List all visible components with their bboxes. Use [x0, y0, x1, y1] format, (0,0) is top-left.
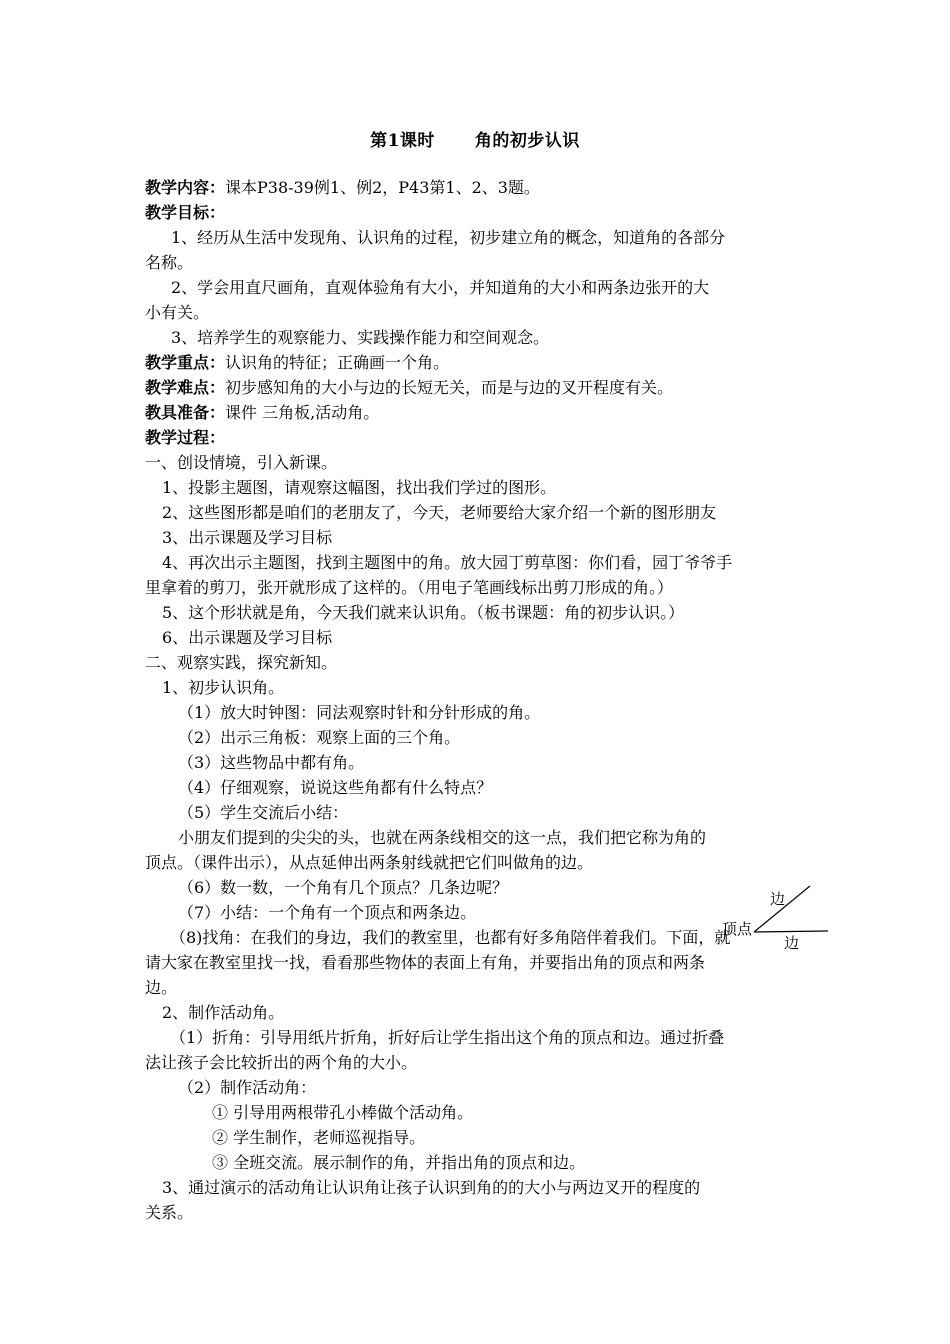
step-1-4-line-1: 4、再次出示主题图，找到主题图中的角。放大园丁剪草图：你们看，园丁爷爷手: [162, 553, 733, 572]
step-2-2-2: （2）制作活动角：: [178, 1078, 317, 1097]
section-2-heading: 二、观察实践，探究新知。: [145, 653, 338, 672]
step-2-1-4: （4）仔细观察，说说这些角都有什么特点？: [178, 778, 493, 797]
step-2-2-2-c: ③ 全班交流。展示制作的角，并指出角的顶点和边。: [212, 1153, 586, 1172]
angle-diagram: [710, 880, 830, 960]
step-2-2: 2、制作活动角。: [162, 1003, 285, 1022]
step-2-1-1: （1）放大时钟图：同法观察时针和分针形成的角。: [178, 703, 541, 722]
step-1-6: 6、出示课题及学习目标: [162, 628, 333, 647]
objective-3: 3、培养学生的观察能力、实践操作能力和空间观念。: [171, 328, 550, 347]
step-1-3: 3、出示课题及学习目标: [162, 528, 333, 547]
step-2-2-1-line-2: 法让孩子会比较折出的两个角的大小。: [145, 1053, 418, 1072]
step-2-2-1-line-1: （1）折角：引导用纸片折角，折好后让学生指出这个角的顶点和边。通过折叠: [170, 1028, 725, 1047]
step-2-2-2-a: ① 引导用两根带孔小棒做个活动角。: [212, 1103, 474, 1122]
step-2-1-8-line-2: 请大家在教室里找一找，看看那些物体的表面上有角，并要指出角的顶点和两条: [145, 953, 706, 972]
step-2-2-2-b: ② 学生制作，老师巡视指导。: [212, 1128, 426, 1147]
objective-2-line-1: 2、学会用直尺画角，直观体验角有大小，并知道角的大小和两条边张开的大: [171, 278, 710, 297]
step-2-1-7: （7）小结：一个角有一个顶点和两条边。: [178, 903, 477, 922]
step-1-2: 2、这些图形都是咱们的老朋友了，今天，老师要给大家介绍一个新的图形朋友: [162, 503, 717, 522]
step-2-3-line-2: 关系。: [145, 1203, 194, 1222]
step-1-5: 5、这个形状就是角，今天我们就来认识角。（板书课题：角的初步认识。）: [162, 603, 685, 622]
step-2-1-5: （5）学生交流后小结：: [178, 803, 349, 822]
objective-1-line-1: 1、经历从生活中发现角、认识角的过程，初步建立角的概念，知道角的各部分: [171, 228, 726, 247]
difficulty-label: 教学难点：: [145, 378, 226, 397]
step-2-1-5-line-1: 小朋友们提到的尖尖的头，也就在两条线相交的这一点，我们把它称为角的: [178, 828, 707, 847]
step-2-1-2: （2）出示三角板：观察上面的三个角。: [178, 728, 461, 747]
step-2-1: 1、初步认识角。: [162, 678, 285, 697]
angle-vertex-label: 顶点: [722, 920, 753, 938]
angle-side-bottom-label: 边: [784, 934, 800, 952]
title-topic: 角的初步认识: [474, 131, 580, 151]
section-1-heading: 一、创设情境，引入新课。: [145, 453, 338, 472]
step-2-1-8-line-3: 边。: [145, 978, 178, 997]
content-text: 课本P38-39例1、例2，P43第1、2、3题。: [225, 178, 540, 197]
title-lesson-number: 第1课时: [370, 131, 435, 151]
tools-text: 课件 三角板,活动角。: [225, 403, 380, 422]
content-line: [145, 176, 540, 200]
step-2-1-6: （6）数一数，一个角有几个顶点？几条边呢？: [178, 878, 509, 897]
content-label: 教学内容：: [145, 178, 226, 197]
page-title: [0, 126, 950, 151]
step-2-3-line-1: 3、通过演示的活动角让认识角让孩子认识到角的的大小与两边叉开的程度的: [162, 1178, 701, 1197]
step-2-1-3: （3）这些物品中都有角。: [178, 753, 365, 772]
tools-line: [145, 401, 379, 425]
key-point-line: [145, 351, 449, 375]
process-label: 教学过程：: [145, 428, 226, 447]
key-point-label: 教学重点：: [145, 353, 226, 372]
step-1-4-line-2: 里拿着的剪刀，张开就形成了这样的。（用电子笔画线标出剪刀形成的角。）: [145, 578, 674, 597]
objectives-label: 教学目标：: [145, 203, 226, 222]
angle-side-top-label: 边: [770, 890, 786, 908]
step-1-1: 1、投影主题图，请观察这幅图，找出我们学过的图形。: [162, 478, 557, 497]
step-2-1-8-line-1: （8)找角：在我们的身边，我们的教室里，也都有好多角陪伴着我们。下面，就: [170, 928, 731, 947]
objective-1-line-2: 名称。: [145, 253, 194, 272]
tools-label: 教具准备：: [145, 403, 226, 422]
objective-2-line-2: 小有关。: [145, 303, 210, 322]
difficulty-text: 初步感知角的大小与边的长短无关，而是与边的叉开程度有关。: [225, 378, 674, 397]
step-2-1-5-line-2: 顶点。（课件出示），从点延伸出两条射线就把它们叫做角的边。: [145, 853, 594, 872]
key-point-text: 认识角的特征；正确画一个角。: [225, 353, 450, 372]
difficulty-line: [145, 376, 673, 400]
